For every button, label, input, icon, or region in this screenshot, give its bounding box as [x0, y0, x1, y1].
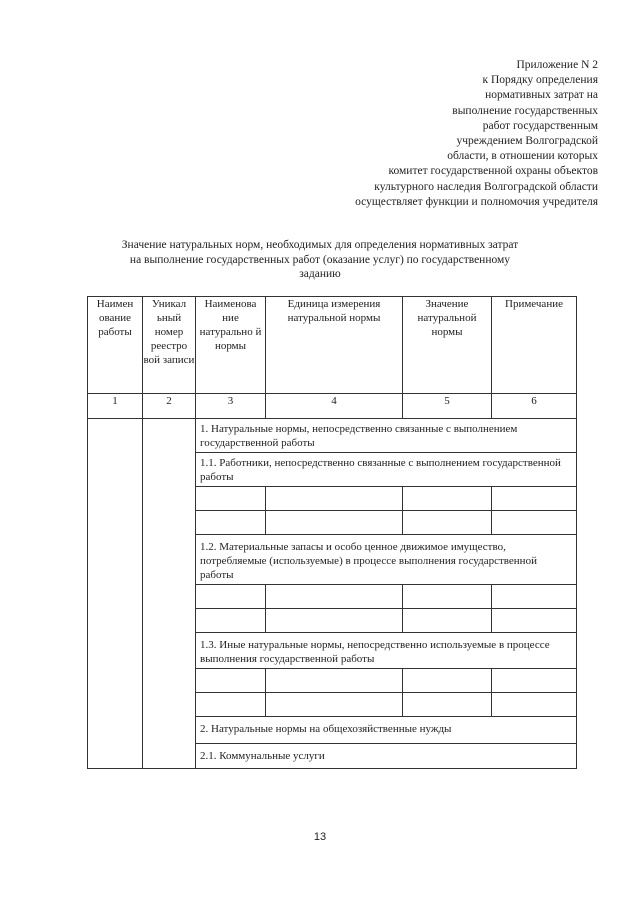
appendix-line: учреждением Волгоградской	[456, 135, 598, 148]
section-heading: 1.1. Работники, непосредственно связанные с выполнением государственной работы	[196, 453, 577, 487]
appendix-line: к Порядку определения	[482, 74, 598, 87]
table-cell	[403, 511, 492, 535]
table-cell	[196, 693, 266, 717]
page-number: 13	[313, 831, 327, 843]
table-cell	[196, 669, 266, 693]
column-number: 2	[143, 394, 196, 419]
table-header-row	[88, 297, 577, 394]
column-number: 5	[403, 394, 492, 419]
table-cell	[266, 693, 403, 717]
registry-number-cell	[143, 419, 196, 769]
table-row	[88, 419, 577, 453]
header-registry-number: Уникал ьный номер реестро вой записи	[143, 297, 196, 394]
table-cell	[196, 609, 266, 633]
table-cell	[266, 487, 403, 511]
title-line: на выполнение государственных работ (оказание услуг) по государственному	[129, 253, 511, 266]
section-heading: 2. Натуральные нормы на общехозяйственные нужды	[196, 717, 577, 744]
appendix-line: области, в отношении которых	[447, 150, 598, 163]
appendix-note	[258, 58, 598, 210]
table-cell	[403, 487, 492, 511]
document-title	[100, 238, 540, 282]
table-cell	[196, 511, 266, 535]
appendix-line: культурного наследия Волгоградской области	[374, 180, 598, 193]
table-cell	[266, 511, 403, 535]
column-number-row	[88, 394, 577, 419]
header-norm-value: Значение натуральной нормы	[403, 297, 492, 394]
column-number: 1	[88, 394, 143, 419]
appendix-line: выполнение государственных	[452, 104, 598, 117]
appendix-line: Приложение N 2	[516, 59, 598, 71]
appendix-line: комитет государственной охраны объектов	[388, 165, 598, 178]
table-cell	[266, 669, 403, 693]
table-cell	[492, 609, 577, 633]
norms-table	[87, 296, 577, 769]
table-cell	[492, 693, 577, 717]
table-cell	[196, 487, 266, 511]
section-heading: 2.1. Коммунальные услуги	[196, 744, 577, 769]
table-cell	[266, 609, 403, 633]
header-note: Примечание	[492, 297, 577, 394]
header-work-name: Наимен ование работы	[88, 297, 143, 394]
section-heading: 1. Натуральные нормы, непосредственно связанные с выполнением государственной работы	[196, 419, 577, 453]
table-cell	[196, 585, 266, 609]
section-heading: 1.2. Материальные запасы и особо ценное движимое имущество, потребляемые (используемые) в процессе выполнения государственной работы	[196, 535, 577, 585]
table-cell	[403, 669, 492, 693]
table-cell	[492, 487, 577, 511]
column-number: 3	[196, 394, 266, 419]
appendix-line: нормативных затрат на	[485, 89, 598, 102]
title-line: заданию	[299, 268, 341, 280]
table-cell	[492, 511, 577, 535]
column-number: 4	[266, 394, 403, 419]
table-cell	[403, 585, 492, 609]
title-line: Значение натуральных норм, необходимых для определения нормативных затрат	[121, 239, 519, 251]
appendix-line: осуществляет функции и полномочия учредителя	[355, 195, 598, 208]
section-heading: 1.3. Иные натуральные нормы, непосредственно используемые в процессе выполнения государственной работы	[196, 633, 577, 669]
header-norm-name: Наименова ние натурально й нормы	[196, 297, 266, 394]
table-cell	[403, 693, 492, 717]
table-cell	[403, 609, 492, 633]
column-number: 6	[492, 394, 577, 419]
work-name-cell	[88, 419, 143, 769]
table-cell	[492, 585, 577, 609]
header-unit: Единица измерения натуральной нормы	[266, 297, 403, 394]
table-cell	[492, 669, 577, 693]
table-cell	[266, 585, 403, 609]
appendix-line: работ государственным	[482, 119, 598, 132]
